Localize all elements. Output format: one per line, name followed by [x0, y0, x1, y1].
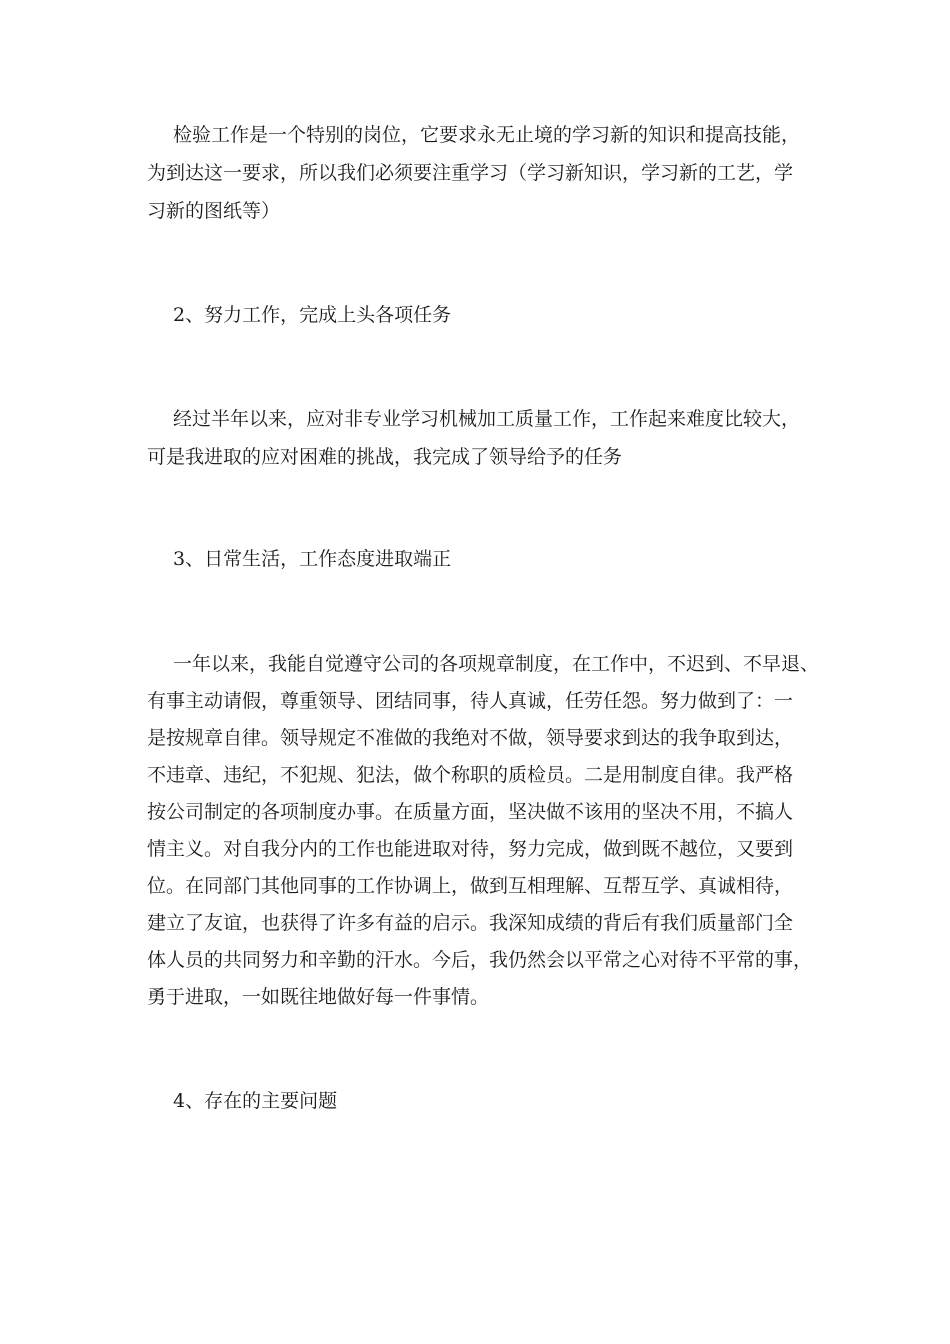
para3-line-5: 按公司制定的各项制度办事。在质量方面，坚决做不该用的坚决不用，不搞人 [147, 801, 794, 823]
para2-line-1: 经过半年以来，应对非专业学习机械加工质量工作，工作起来难度比较大， [173, 408, 801, 430]
para3-line-9: 体人员的共同努力和辛勤的汗水。今后，我仍然会以平常之心对待不平常的事， [147, 949, 813, 971]
para3-line-8: 建立了友谊，也获得了许多有益的启示。我深知成绩的背后有我们质量部门全 [147, 912, 794, 934]
para3-line-4: 不违章、违纪，不犯规、犯法，做个称职的质检员。二是用制度自律。我严格 [147, 764, 794, 786]
para3-line-1: 一年以来，我能自觉遵守公司的各项规章制度，在工作中，不迟到、不早退、 [173, 653, 820, 675]
para3-line-6: 情主义。对自我分内的工作也能进取对待，努力完成，做到既不越位，又要到 [147, 838, 794, 860]
para3-line-7: 位。在同部门其他同事的工作协调上，做到互相理解、互帮互学、真诚相待， [147, 875, 794, 897]
section-heading-3: 3、日常生活，工作态度进取端正 [173, 548, 452, 570]
section-heading-4: 4、存在的主要问题 [173, 1090, 338, 1112]
para1-line-1: 检验工作是一个特别的岗位，它要求永无止境的学习新的知识和提高技能， [173, 124, 801, 146]
section-heading-2: 2、努力工作，完成上头各项任务 [173, 304, 452, 326]
para3-line-2: 有事主动请假，尊重领导、团结同事，待人真诚，任劳任怨。努力做到了：一 [147, 690, 794, 712]
para2-line-2: 可是我进取的应对困难的挑战，我完成了领导给予的任务 [147, 446, 623, 468]
para1-line-2: 为到达这一要求，所以我们必须要注重学习（学习新知识，学习新的工艺，学 [147, 162, 794, 184]
para1-line-3: 习新的图纸等） [147, 200, 281, 222]
para3-line-10: 勇于进取，一如既往地做好每一件事情。 [147, 986, 490, 1008]
para3-line-3: 是按规章自律。领导规定不准做的我绝对不做，领导要求到达的我争取到达， [147, 727, 794, 749]
